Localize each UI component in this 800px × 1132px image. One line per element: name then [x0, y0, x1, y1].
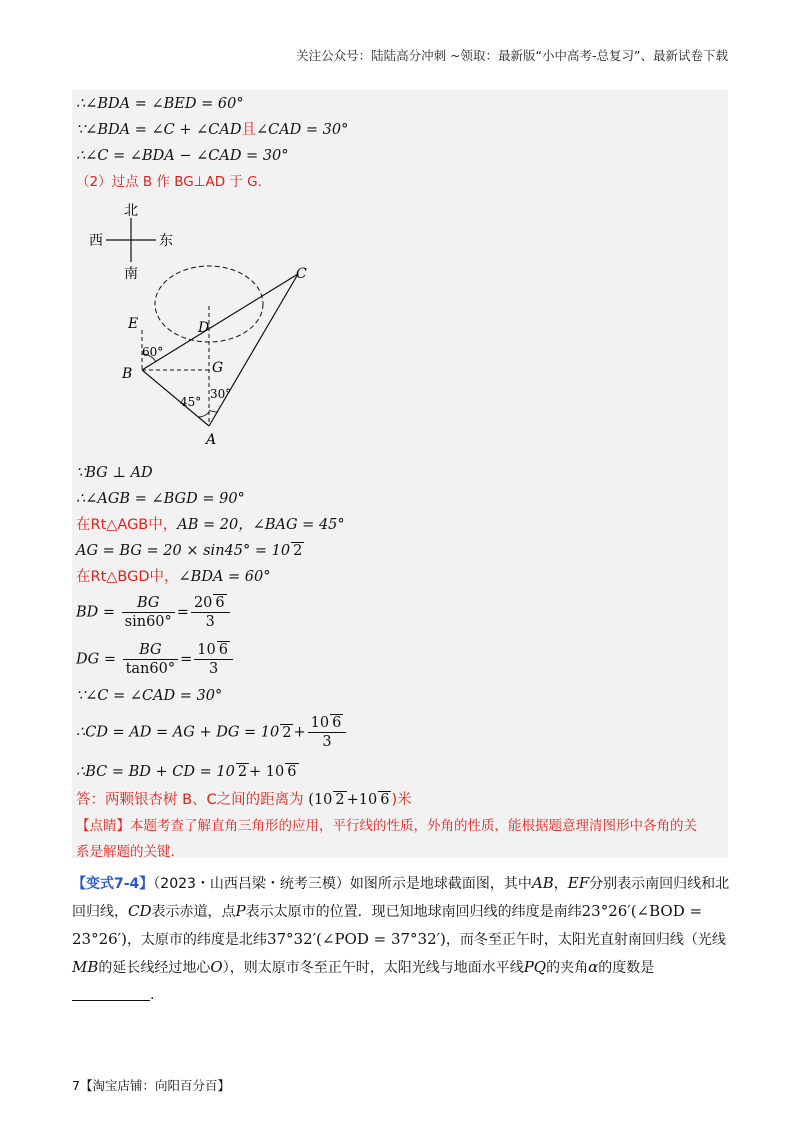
solution-line-6: ∴∠AGB = ∠BGD = 90°: [76, 491, 245, 507]
figure-svg: [76, 198, 320, 454]
question-tag: 【变式7-4】: [72, 876, 154, 892]
solution-line-12: ∵∠C = ∠CAD = 30°: [76, 688, 223, 704]
solution-line-15: 答：两颗银杏树 B、C之间的距离为 (10 2 +10 6 )米: [76, 792, 412, 808]
solution-line-9: 在Rt△BGD中，∠BDA = 60°: [76, 569, 271, 585]
solution-line-7: 在Rt△AGB中，AB = 20，∠BAG = 45°: [76, 517, 345, 533]
label-angle-45: 45°: [180, 395, 202, 409]
solution-line-14: ∴BC = BD + CD = 10 2 + 10 6: [76, 764, 297, 780]
line-b-c: [142, 274, 298, 370]
answer-blank[interactable]: [72, 986, 150, 1001]
compass-west-label: 西: [89, 233, 103, 249]
solution-line-13: ∴CD = AD = AG + DG = 10 2 + $\frac{10 6}{3}$: [76, 714, 348, 751]
solution-line-16: 【点睛】本题考查了解直角三角形的应用，平行线的性质，外角的性质，能根据题意理清图形中各角的关: [76, 818, 697, 834]
solution-line-8: AG = BG = 20 × sin45° = 10 2: [76, 543, 303, 559]
label-a: A: [206, 432, 217, 448]
solution-line-11: DG = $\frac{BG}{\tan 60^\circ}$ = $\frac{10 6}{3}$: [76, 641, 235, 678]
label-angle-60: 60°: [142, 345, 164, 359]
line-a-c: [209, 274, 298, 426]
label-angle-30: 30°: [210, 387, 232, 401]
angle-arc-30: [209, 410, 217, 412]
label-b: B: [122, 366, 133, 382]
label-d: D: [198, 320, 210, 336]
compass-south-label: 南: [124, 266, 138, 282]
solution-line-17: 系是解题的关键.: [76, 844, 175, 860]
solution-line-3: ∴∠C = ∠BDA − ∠CAD = 30°: [76, 148, 289, 164]
header-note: 关注公众号：陆陆高分冲刺 ~领取：最新版“小中高考-总复习”、最新试卷下载: [296, 48, 728, 63]
angle-arc-45: [198, 412, 209, 417]
solution-line-1: ∴∠BDA = ∠BED = 60°: [76, 96, 244, 112]
solution-line-4: （2）过点 B 作 BG⊥AD 于 G.: [76, 174, 262, 190]
geometry-figure: [76, 198, 320, 454]
footer-note: 7【淘宝店铺：向阳百分百】: [72, 1078, 230, 1093]
label-c: C: [296, 266, 307, 282]
solution-line-10: BD = $\frac{BG}{\sin 60^\circ}$ = $\frac{20 6}{3}$: [76, 594, 232, 631]
compass-east-label: 东: [159, 233, 173, 249]
solution-line-2: ∵∠BDA = ∠C + ∠CAD且∠CAD = 30°: [76, 122, 349, 138]
label-g: G: [212, 360, 224, 376]
solution-line-5: ∵BG ⊥ AD: [76, 465, 153, 481]
question-block: 【变式7-4】（2023・山西吕梁・统考三模）如图所示是地球截面图，其中AB，EF分别表示南回归线和北回归线，CD表示赤道，点P表示太原市的位置．现已知地球南回归线的纬度是南纬23°26′(∠BOD = 23°26′)，太原市的纬度是北纬37°32′(∠POD = 37°32′)，而冬至正午时，太阳光直射南回归线（光线MB的延长线经过地心O），则太原市冬至正午时，太阳光线与地面水平线PQ的夹角α的度数是.: [72, 874, 730, 1003]
label-e: E: [128, 316, 139, 332]
compass-north-label: 北: [124, 203, 138, 219]
